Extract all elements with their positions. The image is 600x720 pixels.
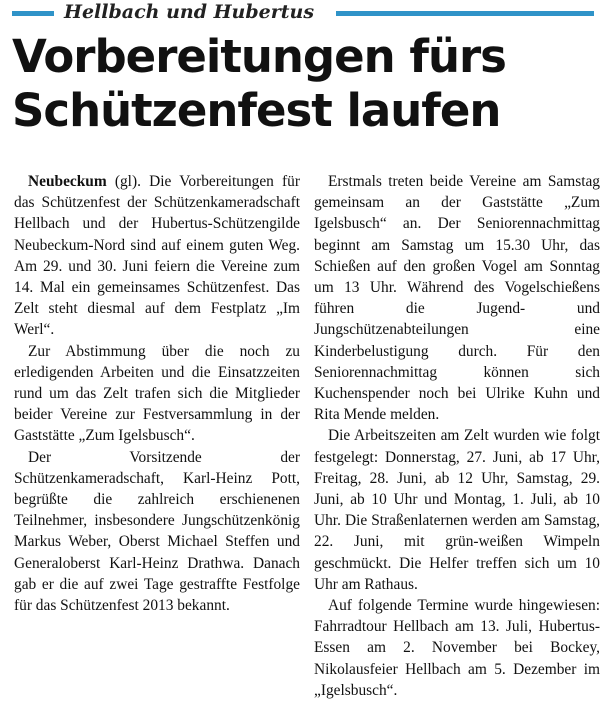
lead-text: Die Vorbereitungen für das Schützenfest der Schützenkameradschaft Hellbach und der Hubertus-Schützengilde Neubeckum-Nord sind auf einem guten Weg. Am 29. und 30. Juni feiern die Vereine zum 14. Mal ein gemeinsames Schützenfest. Das Zelt steht diesmal auf dem Festplatz „Im Werl“. [14,173,300,339]
headline [12,30,600,138]
article-column-left [14,171,300,616]
lead-paragraph [14,171,300,341]
paragraph-2: Zur Abstimmung über die noch zu erledigenden Arbeiten und die Einsatzzeiten rund um das Zelt trafen sich die Mitglieder beider Vereine zur Festversammlung in der Gaststätte „Zum Igelsbusch“. [14,342,300,445]
kicker-rule-right [336,11,594,16]
paragraph-4: Erstmals treten beide Vereine am Samstag gemeinsam an der Gaststätte „Zum Igelsbusch“ an. Der Seniorennachmittag beginnt am Samstag um 15.30 Uhr, das Schießen auf den großen Vogel am Sonntag um 13 Uhr. Während des Vogelschießens führen die Jugend- und Jungschützenabteilungen eine Kinderbelustigung durch. Für den Seniorennachmittag können sich Kuchenspender noch bei Ulrike Kuhn und Rita Mende melden. [314,173,600,424]
article-column-right [314,171,600,701]
section-kicker [0,0,600,28]
paragraph-5: Die Arbeitszeiten am Zelt wurden wie folgt festgelegt: Donnerstag, 27. Juni, ab 17 Uhr, Freitag, 28. Juni, ab 12 Uhr, Samstag, 29. Juni, ab 10 Uhr und Montag, 1. Juli, ab 10 Uhr. Die Straßenlaternen werden am Samstag, 22. Juni, mit grün-weißen Wimpeln geschmückt. Die Helfer treffen sich um 10 Uhr am Rathaus. [314,427,600,593]
dateline-author: (gl). [106,173,141,190]
headline-line-2: Schützenfest laufen [12,84,501,137]
kicker-label: Hellbach und Hubertus [64,1,315,23]
paragraph-3: Der Vorsitzende der Schützenkameradschaft, Karl-Heinz Pott, begrüßte die zahlreich erschienenen Teilnehmer, insbesondere Jungschützenkönig Markus Weber, Oberst Michael Steffen und Generaloberst Karl-Heinz Drathwa. Danach gab er die auf zwei Tage gestraffte Festfolge für das Schützenfest 2013 bekannt. [14,448,300,615]
kicker-rule-left [12,11,54,16]
paragraph-6: Auf folgende Termine wurde hingewiesen: Fahrradtour Hellbach am 13. Juli, Hubertus-Essen am 2. November bei Bockey, Nikolausfeier Hellbach am 5. Dezember im „Igelsbusch“. [314,597,600,699]
headline-line-1: Vorbereitungen fürs [12,30,506,83]
dateline-place: Neubeckum [28,173,107,190]
